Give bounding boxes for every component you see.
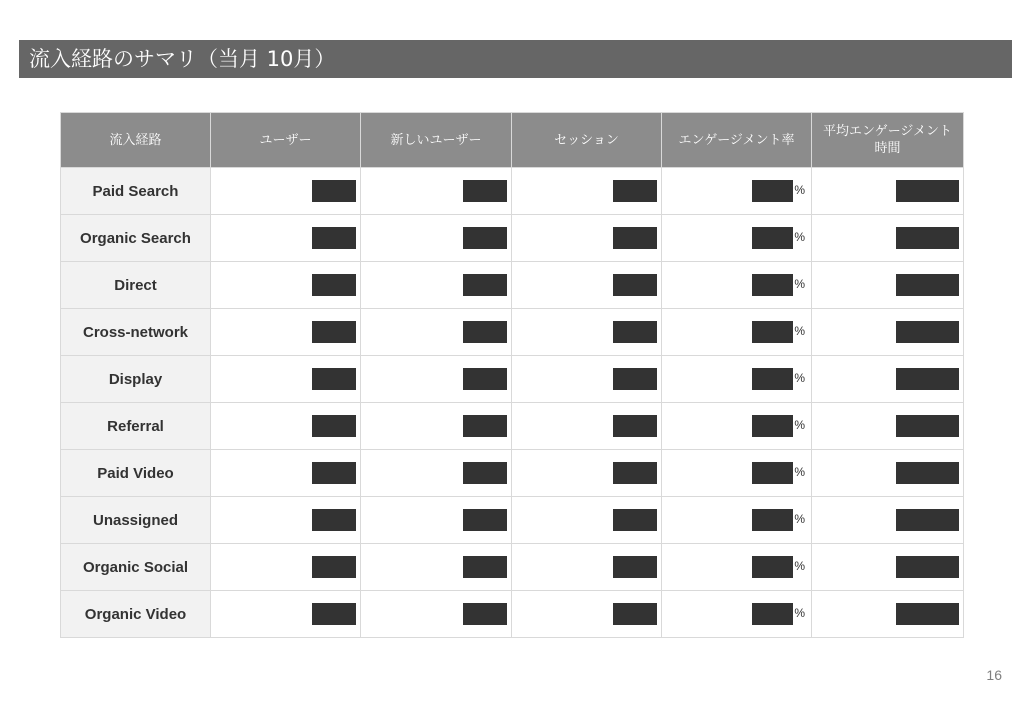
redacted-value	[896, 462, 959, 484]
table-row	[61, 168, 964, 215]
redacted-value	[896, 227, 959, 249]
redacted-value	[613, 180, 657, 202]
redacted-value	[752, 321, 793, 343]
redacted-value	[463, 509, 507, 531]
percent-sign: %	[794, 559, 805, 573]
avg-engagement-time-cell	[812, 309, 964, 356]
percent-sign: %	[794, 371, 805, 385]
redacted-value	[896, 556, 959, 578]
table-row	[61, 309, 964, 356]
sessions-cell	[512, 356, 662, 403]
redacted-value	[613, 556, 657, 578]
traffic-source-label: Cross-network	[61, 309, 211, 356]
engagement-rate-cell	[662, 591, 812, 638]
redacted-value	[463, 180, 507, 202]
sessions-cell	[512, 215, 662, 262]
redacted-value	[312, 509, 356, 531]
users-cell	[211, 450, 361, 497]
table-row	[61, 450, 964, 497]
engagement-rate-cell	[662, 497, 812, 544]
redacted-value	[312, 603, 356, 625]
redacted-value	[463, 603, 507, 625]
redacted-value	[463, 415, 507, 437]
table-row	[61, 403, 964, 450]
redacted-value	[752, 415, 793, 437]
avg-engagement-time-cell	[812, 497, 964, 544]
percent-sign: %	[794, 465, 805, 479]
table-row	[61, 544, 964, 591]
redacted-value	[463, 274, 507, 296]
new-users-cell	[361, 403, 512, 450]
redacted-value	[312, 227, 356, 249]
avg-engagement-time-cell	[812, 168, 964, 215]
redacted-value	[613, 509, 657, 531]
percent-sign: %	[794, 183, 805, 197]
header-users: ユーザー	[211, 113, 361, 168]
traffic-source-label: Referral	[61, 403, 211, 450]
table-row	[61, 262, 964, 309]
page-title: 流入経路のサマリ（当月 10月）	[19, 40, 1012, 78]
redacted-value	[896, 180, 959, 202]
avg-engagement-time-cell	[812, 262, 964, 309]
percent-sign: %	[794, 277, 805, 291]
traffic-source-label: Organic Social	[61, 544, 211, 591]
redacted-value	[752, 603, 793, 625]
users-cell	[211, 591, 361, 638]
table-row	[61, 497, 964, 544]
engagement-rate-cell	[662, 403, 812, 450]
redacted-value	[613, 227, 657, 249]
users-cell	[211, 262, 361, 309]
sessions-cell	[512, 168, 662, 215]
redacted-value	[312, 556, 356, 578]
users-cell	[211, 497, 361, 544]
header-sessions: セッション	[512, 113, 662, 168]
redacted-value	[896, 415, 959, 437]
header-new-users: 新しいユーザー	[361, 113, 512, 168]
new-users-cell	[361, 544, 512, 591]
traffic-source-table	[60, 112, 964, 638]
table-header-row	[61, 113, 964, 168]
redacted-value	[752, 509, 793, 531]
avg-engagement-time-cell	[812, 450, 964, 497]
redacted-value	[896, 274, 959, 296]
sessions-cell	[512, 544, 662, 591]
engagement-rate-cell	[662, 450, 812, 497]
redacted-value	[463, 462, 507, 484]
traffic-source-label: Direct	[61, 262, 211, 309]
redacted-value	[312, 415, 356, 437]
redacted-value	[896, 321, 959, 343]
redacted-value	[752, 368, 793, 390]
traffic-source-label: Organic Video	[61, 591, 211, 638]
percent-sign: %	[794, 512, 805, 526]
sessions-cell	[512, 403, 662, 450]
redacted-value	[312, 368, 356, 390]
redacted-value	[613, 415, 657, 437]
avg-engagement-time-cell	[812, 403, 964, 450]
new-users-cell	[361, 262, 512, 309]
redacted-value	[463, 368, 507, 390]
redacted-value	[463, 556, 507, 578]
redacted-value	[613, 274, 657, 296]
new-users-cell	[361, 215, 512, 262]
avg-engagement-time-cell	[812, 356, 964, 403]
redacted-value	[312, 274, 356, 296]
new-users-cell	[361, 309, 512, 356]
percent-sign: %	[794, 606, 805, 620]
redacted-value	[752, 180, 793, 202]
engagement-rate-cell	[662, 356, 812, 403]
redacted-value	[312, 462, 356, 484]
users-cell	[211, 544, 361, 591]
table-row	[61, 591, 964, 638]
redacted-value	[752, 462, 793, 484]
redacted-value	[613, 603, 657, 625]
redacted-value	[752, 556, 793, 578]
sessions-cell	[512, 309, 662, 356]
new-users-cell	[361, 450, 512, 497]
traffic-source-label: Unassigned	[61, 497, 211, 544]
traffic-source-label: Paid Video	[61, 450, 211, 497]
redacted-value	[613, 321, 657, 343]
redacted-value	[463, 321, 507, 343]
redacted-value	[896, 368, 959, 390]
page-number: 16	[986, 667, 1002, 683]
redacted-value	[463, 227, 507, 249]
percent-sign: %	[794, 418, 805, 432]
engagement-rate-cell	[662, 262, 812, 309]
engagement-rate-cell	[662, 309, 812, 356]
new-users-cell	[361, 497, 512, 544]
sessions-cell	[512, 262, 662, 309]
redacted-value	[896, 603, 959, 625]
sessions-cell	[512, 591, 662, 638]
engagement-rate-cell	[662, 544, 812, 591]
new-users-cell	[361, 591, 512, 638]
users-cell	[211, 309, 361, 356]
new-users-cell	[361, 168, 512, 215]
users-cell	[211, 356, 361, 403]
sessions-cell	[512, 497, 662, 544]
redacted-value	[613, 368, 657, 390]
new-users-cell	[361, 356, 512, 403]
traffic-source-label: Display	[61, 356, 211, 403]
table-row	[61, 215, 964, 262]
avg-engagement-time-cell	[812, 215, 964, 262]
traffic-source-label: Organic Search	[61, 215, 211, 262]
engagement-rate-cell	[662, 215, 812, 262]
users-cell	[211, 403, 361, 450]
header-source: 流入経路	[61, 113, 211, 168]
header-avg-engagement-time: 平均エンゲージメント時間	[812, 113, 964, 168]
avg-engagement-time-cell	[812, 591, 964, 638]
users-cell	[211, 168, 361, 215]
percent-sign: %	[794, 230, 805, 244]
engagement-rate-cell	[662, 168, 812, 215]
header-engagement-rate: エンゲージメント率	[662, 113, 812, 168]
table-row	[61, 356, 964, 403]
redacted-value	[312, 321, 356, 343]
redacted-value	[752, 227, 793, 249]
avg-engagement-time-cell	[812, 544, 964, 591]
redacted-value	[896, 509, 959, 531]
traffic-source-label: Paid Search	[61, 168, 211, 215]
users-cell	[211, 215, 361, 262]
redacted-value	[312, 180, 356, 202]
sessions-cell	[512, 450, 662, 497]
redacted-value	[752, 274, 793, 296]
percent-sign: %	[794, 324, 805, 338]
redacted-value	[613, 462, 657, 484]
